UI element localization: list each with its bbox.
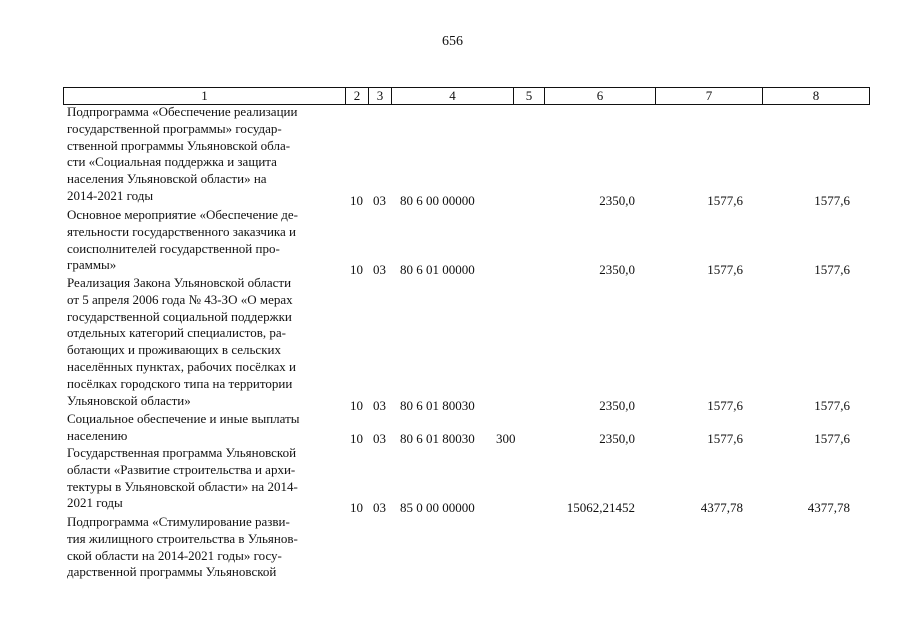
column-header-row xyxy=(64,88,870,105)
column-header-8: 8 xyxy=(763,88,870,105)
target-article-code: 80 6 01 80030 xyxy=(400,431,475,446)
description-line: от 5 апреля 2006 года № 43-ЗО «О мерах xyxy=(67,291,293,307)
amount-col-8: 1577,6 xyxy=(814,262,850,277)
column-header-7: 7 xyxy=(656,88,763,105)
target-article-code: 80 6 01 80030 xyxy=(400,398,475,413)
description-line: тектуры в Ульяновской области» на 2014- xyxy=(67,478,298,494)
description-line: Подпрограмма «Обеспечение реализации xyxy=(67,104,298,119)
section-code: 10 xyxy=(350,500,363,515)
amount-col-7: 1577,6 xyxy=(707,398,743,413)
row-description xyxy=(67,275,344,409)
description-line: соисполнителей государственной про- xyxy=(67,240,280,256)
row-description xyxy=(67,514,344,581)
amount-col-8: 1577,6 xyxy=(814,431,850,446)
description-line: Реализация Закона Ульяновской области xyxy=(67,275,292,290)
amount-col-6: 2350,0 xyxy=(599,193,635,208)
column-header-1: 1 xyxy=(64,88,346,105)
description-line: ятельности государственного заказчика и xyxy=(67,223,296,239)
subsection-code: 03 xyxy=(373,262,386,277)
description-line: Ульяновской области» xyxy=(67,392,191,408)
row-description xyxy=(67,445,344,512)
row-description xyxy=(67,104,344,205)
subsection-code: 03 xyxy=(373,193,386,208)
subsection-code: 03 xyxy=(373,500,386,515)
description-line: дарственной программы Ульяновской xyxy=(67,564,277,580)
amount-col-8: 4377,78 xyxy=(807,500,850,515)
subsection-code: 03 xyxy=(373,431,386,446)
amount-col-8: 1577,6 xyxy=(814,398,850,413)
description-line: Основное мероприятие «Обеспечение де- xyxy=(67,207,298,222)
amount-col-6: 2350,0 xyxy=(599,431,635,446)
description-line: Подпрограмма «Стимулирование разви- xyxy=(67,514,290,529)
description-line: населению xyxy=(67,427,128,443)
subsection-code: 03 xyxy=(373,398,386,413)
description-line: населения Ульяновской области» на xyxy=(67,171,267,187)
description-line: отдельных категорий специалистов, ра- xyxy=(67,325,287,341)
column-header-3: 3 xyxy=(369,88,392,105)
description-line: граммы» xyxy=(67,257,117,273)
amount-col-7: 1577,6 xyxy=(707,262,743,277)
column-header-6: 6 xyxy=(545,88,656,105)
description-line: государственной социальной поддержки xyxy=(67,308,292,324)
column-header-2: 2 xyxy=(346,88,369,105)
target-article-code: 80 6 01 00000 xyxy=(400,262,475,277)
target-article-code: 85 0 00 00000 xyxy=(400,500,475,515)
description-line: ботающих и проживающих в сельских xyxy=(67,342,281,358)
amount-col-7: 1577,6 xyxy=(707,193,743,208)
description-line: посёлках городского типа на территории xyxy=(67,375,293,391)
amount-col-8: 1577,6 xyxy=(814,193,850,208)
description-line: государственной программы» государ- xyxy=(67,120,282,136)
amount-col-7: 4377,78 xyxy=(700,500,743,515)
section-code: 10 xyxy=(350,431,363,446)
amount-col-7: 1577,6 xyxy=(707,431,743,446)
description-line: 2014-2021 годы xyxy=(67,187,154,203)
column-header-5: 5 xyxy=(514,88,545,105)
amount-col-6: 2350,0 xyxy=(599,398,635,413)
row-description xyxy=(67,207,344,274)
description-line: сти «Социальная поддержка и защита xyxy=(67,154,277,170)
description-line: Государственная программа Ульяновской xyxy=(67,445,297,460)
row-description xyxy=(67,411,344,445)
amount-col-6: 15062,21452 xyxy=(566,500,635,515)
description-line: населённых пунктах, рабочих посёлках и xyxy=(67,358,296,374)
section-code: 10 xyxy=(350,262,363,277)
target-article-code: 80 6 00 00000 xyxy=(400,193,475,208)
expense-type-code: 300 xyxy=(496,431,516,446)
section-code: 10 xyxy=(350,193,363,208)
section-code: 10 xyxy=(350,398,363,413)
description-line: ской области на 2014-2021 годы» госу- xyxy=(67,547,282,563)
description-line: области «Развитие строительства и архи- xyxy=(67,461,296,477)
column-header-table xyxy=(63,87,870,105)
column-header-4: 4 xyxy=(392,88,514,105)
description-line: тия жилищного строительства в Ульянов- xyxy=(67,530,298,546)
amount-col-6: 2350,0 xyxy=(599,262,635,277)
description-line: Социальное обеспечение и иные выплаты xyxy=(67,411,300,426)
description-line: 2021 годы xyxy=(67,495,123,511)
description-line: ственной программы Ульяновской обла- xyxy=(67,137,291,153)
page-number: 656 xyxy=(442,34,463,49)
